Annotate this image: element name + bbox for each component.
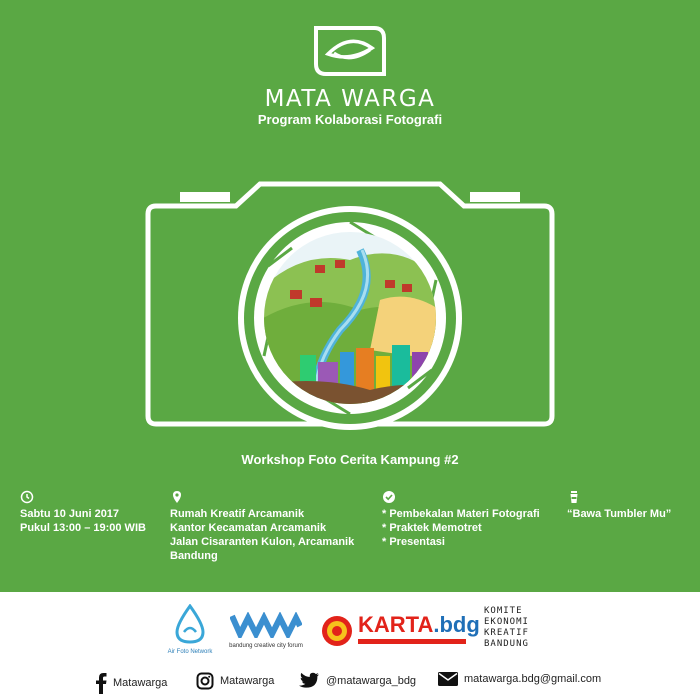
clock-icon bbox=[20, 490, 34, 504]
location-line-2: Kantor Kecamatan Arcamanik bbox=[170, 522, 327, 534]
air-foto-network-logo: Air Foto Network bbox=[160, 604, 220, 655]
water-drop-icon bbox=[175, 604, 205, 644]
agenda-item-2: * Praktek Memotret bbox=[382, 522, 482, 534]
email-link[interactable]: matawarga.bdg@gmail.com bbox=[438, 672, 601, 686]
brand-tagline: Program Kolaborasi Fotografi bbox=[257, 112, 443, 127]
social-links bbox=[0, 668, 700, 700]
location-line-1: Rumah Kreatif Arcamanik bbox=[170, 508, 305, 520]
workshop-title: Workshop Foto Cerita Kampung #2 bbox=[241, 452, 459, 467]
event-location bbox=[170, 490, 354, 563]
brand-name: MATA WARGA bbox=[264, 86, 436, 112]
tumbler-icon bbox=[567, 490, 581, 504]
camera-illustration bbox=[140, 180, 560, 430]
facebook-link[interactable]: Matawarga bbox=[95, 672, 167, 694]
facebook-icon bbox=[95, 672, 107, 694]
location-line-3: Jalan Cisaranten Kulon, Arcamanik bbox=[170, 536, 355, 548]
bccf-wave-icon bbox=[230, 612, 302, 638]
twitter-icon bbox=[298, 672, 320, 690]
location-line-4: Bandung bbox=[170, 550, 218, 562]
email-icon bbox=[438, 672, 458, 686]
instagram-icon bbox=[196, 672, 214, 690]
karta-suffix: .bdg bbox=[433, 612, 480, 637]
event-hours: Pukul 13:00 – 19:00 WIB bbox=[20, 522, 146, 534]
event-agenda bbox=[382, 490, 540, 549]
bccf-logo: bandung creative city forum bbox=[226, 612, 306, 649]
karta-bdg-logo bbox=[320, 612, 480, 652]
camera-flash-left bbox=[180, 192, 230, 202]
agenda-item-1: * Pembekalan Materi Fotografi bbox=[382, 508, 540, 520]
camera-flash-right bbox=[470, 192, 520, 202]
event-time bbox=[20, 490, 146, 535]
karta-word: KARTA bbox=[358, 612, 434, 637]
komite-ekonomi-kreatif-logo: KOMITE EKONOMI KREATIF BANDUNG bbox=[484, 606, 529, 649]
mata-warga-logo-icon bbox=[312, 24, 388, 78]
event-note bbox=[567, 490, 671, 521]
note-text: “Bawa Tumbler Mu” bbox=[567, 508, 672, 520]
instagram-link[interactable]: Matawarga bbox=[196, 672, 274, 690]
check-circle-icon bbox=[382, 490, 396, 504]
twitter-link[interactable]: @matawarga_bdg bbox=[298, 672, 416, 690]
karta-emblem-icon bbox=[320, 614, 354, 648]
location-pin-icon bbox=[170, 490, 184, 504]
agenda-item-3: * Presentasi bbox=[382, 536, 445, 548]
event-date: Sabtu 10 Juni 2017 bbox=[20, 508, 120, 520]
sponsor-logos bbox=[0, 600, 700, 662]
